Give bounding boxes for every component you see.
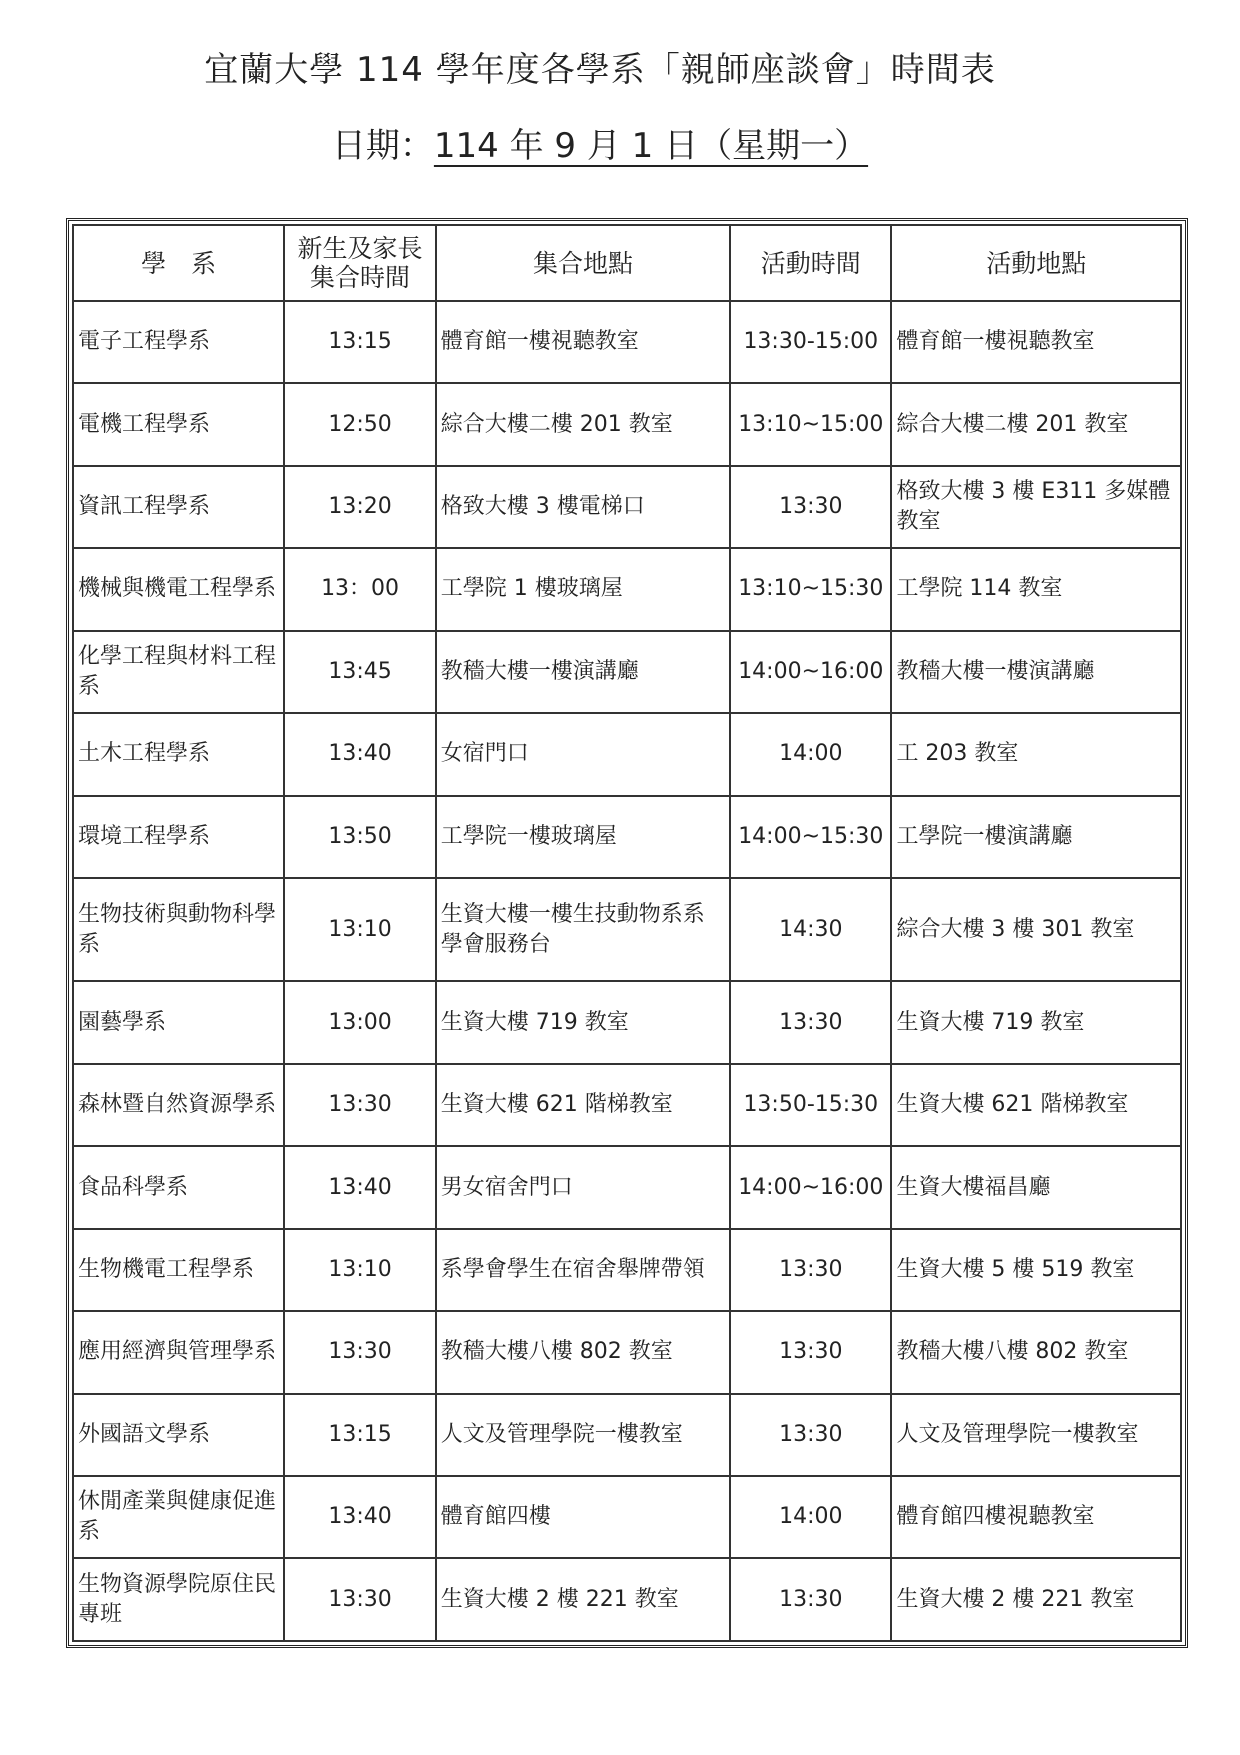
gather-place-cell: 生資大樓 719 教室 (436, 981, 730, 1063)
gather-place-cell: 工學院一樓玻璃屋 (436, 796, 730, 878)
column-header-gather-place: 集合地點 (436, 225, 730, 301)
department-cell: 資訊工程學系 (73, 466, 284, 548)
activity-place-cell: 生資大樓 5 樓 519 教室 (891, 1229, 1181, 1311)
activity-place-cell: 體育館四樓視聽教室 (891, 1476, 1181, 1558)
table-row (73, 631, 1181, 713)
gather-time-cell: 13:15 (284, 301, 435, 383)
column-header-department: 學 系 (73, 225, 284, 301)
table-row (73, 1311, 1181, 1393)
gather-place-cell: 生資大樓 621 階梯教室 (436, 1064, 730, 1146)
gather-time-cell: 13:40 (284, 1476, 435, 1558)
gather-time-cell: 13:40 (284, 713, 435, 795)
gather-place-cell: 格致大樓 3 樓電梯口 (436, 466, 730, 548)
table-row (73, 466, 1181, 548)
gather-place-cell: 教穡大樓八樓 802 教室 (436, 1311, 730, 1393)
activity-place-cell: 教穡大樓八樓 802 教室 (891, 1311, 1181, 1393)
gather-place-cell: 系學會學生在宿舍舉牌帶領 (436, 1229, 730, 1311)
activity-time-cell: 13:30 (730, 1311, 891, 1393)
gather-place-cell: 教穡大樓一樓演講廳 (436, 631, 730, 713)
gather-place-cell: 人文及管理學院一樓教室 (436, 1394, 730, 1476)
gather-time-cell: 12:50 (284, 383, 435, 465)
activity-time-cell: 13:50-15:30 (730, 1064, 891, 1146)
date-line (0, 118, 1200, 167)
gather-time-cell: 13:00 (284, 981, 435, 1063)
activity-place-cell: 綜合大樓二樓 201 教室 (891, 383, 1181, 465)
gather-time-cell: 13:30 (284, 1064, 435, 1146)
gather-place-cell: 工學院 1 樓玻璃屋 (436, 548, 730, 630)
activity-time-cell: 14:30 (730, 878, 891, 982)
activity-place-cell: 綜合大樓 3 樓 301 教室 (891, 878, 1181, 982)
department-cell: 生物機電工程學系 (73, 1229, 284, 1311)
gather-place-cell: 生資大樓一樓生技動物系系學會服務台 (436, 878, 730, 982)
column-header-activity-time: 活動時間 (730, 225, 891, 301)
activity-place-cell: 生資大樓 621 階梯教室 (891, 1064, 1181, 1146)
gather-time-cell: 13:30 (284, 1558, 435, 1641)
activity-time-cell: 14:00 (730, 1476, 891, 1558)
department-cell: 電機工程學系 (73, 383, 284, 465)
table-row (73, 1229, 1181, 1311)
column-header-gather-time: 新生及家長集合時間 (284, 225, 435, 301)
department-cell: 外國語文學系 (73, 1394, 284, 1476)
department-cell: 食品科學系 (73, 1146, 284, 1228)
table-row (73, 713, 1181, 795)
activity-place-cell: 體育館一樓視聽教室 (891, 301, 1181, 383)
gather-time-cell: 13:40 (284, 1146, 435, 1228)
gather-place-cell: 生資大樓 2 樓 221 教室 (436, 1558, 730, 1641)
gather-place-cell: 女宿門口 (436, 713, 730, 795)
department-cell: 森林暨自然資源學系 (73, 1064, 284, 1146)
activity-place-cell: 生資大樓福昌廳 (891, 1146, 1181, 1228)
activity-time-cell: 13:10~15:30 (730, 548, 891, 630)
table-header-row (73, 225, 1181, 301)
table-row (73, 301, 1181, 383)
table-row (73, 1476, 1181, 1558)
gather-place-cell: 體育館四樓 (436, 1476, 730, 1558)
activity-time-cell: 13:30 (730, 466, 891, 548)
activity-place-cell: 工學院一樓演講廳 (891, 796, 1181, 878)
activity-time-cell: 14:00~16:00 (730, 1146, 891, 1228)
schedule-table (72, 224, 1182, 1642)
activity-time-cell: 13:30 (730, 1558, 891, 1641)
table-row (73, 878, 1181, 982)
page-title: 宜蘭大學 114 學年度各學系「親師座談會」時間表 (204, 50, 996, 90)
department-cell: 應用經濟與管理學系 (73, 1311, 284, 1393)
table-row (73, 981, 1181, 1063)
column-header-activity-place: 活動地點 (891, 225, 1181, 301)
activity-place-cell: 格致大樓 3 樓 E311 多媒體教室 (891, 466, 1181, 548)
table-row (73, 383, 1181, 465)
department-cell: 化學工程與材料工程系 (73, 631, 284, 713)
activity-time-cell: 13:30 (730, 1394, 891, 1476)
activity-time-cell: 13:30 (730, 981, 891, 1063)
date-label: 日期： (331, 126, 434, 166)
activity-place-cell: 教穡大樓一樓演講廳 (891, 631, 1181, 713)
table-row (73, 796, 1181, 878)
gather-time-cell: 13:30 (284, 1311, 435, 1393)
gather-time-cell: 13:15 (284, 1394, 435, 1476)
table-row (73, 1394, 1181, 1476)
activity-place-cell: 工學院 114 教室 (891, 548, 1181, 630)
department-cell: 機械與機電工程學系 (73, 548, 284, 630)
department-cell: 土木工程學系 (73, 713, 284, 795)
gather-place-cell: 男女宿舍門口 (436, 1146, 730, 1228)
table-row (73, 548, 1181, 630)
gather-time-cell: 13:50 (284, 796, 435, 878)
activity-time-cell: 14:00~16:00 (730, 631, 891, 713)
gather-time-cell: 13:10 (284, 1229, 435, 1311)
table-row (73, 1558, 1181, 1641)
department-cell: 園藝學系 (73, 981, 284, 1063)
activity-time-cell: 13:30-15:00 (730, 301, 891, 383)
activity-time-cell: 14:00 (730, 713, 891, 795)
gather-time-cell: 13：00 (284, 548, 435, 630)
department-cell: 環境工程學系 (73, 796, 284, 878)
date-value: 114 年 9 月 1 日（星期一） (433, 126, 869, 166)
gather-place-cell: 綜合大樓二樓 201 教室 (436, 383, 730, 465)
department-cell: 生物技術與動物科學系 (73, 878, 284, 982)
activity-place-cell: 人文及管理學院一樓教室 (891, 1394, 1181, 1476)
activity-place-cell: 工 203 教室 (891, 713, 1181, 795)
gather-place-cell: 體育館一樓視聽教室 (436, 301, 730, 383)
schedule-table-frame (66, 218, 1188, 1648)
activity-time-cell: 13:30 (730, 1229, 891, 1311)
gather-time-cell: 13:45 (284, 631, 435, 713)
gather-time-cell: 13:20 (284, 466, 435, 548)
department-cell: 休閒產業與健康促進系 (73, 1476, 284, 1558)
activity-time-cell: 14:00~15:30 (730, 796, 891, 878)
activity-place-cell: 生資大樓 719 教室 (891, 981, 1181, 1063)
gather-time-cell: 13:10 (284, 878, 435, 982)
department-cell: 生物資源學院原住民專班 (73, 1558, 284, 1641)
department-cell: 電子工程學系 (73, 301, 284, 383)
table-row (73, 1064, 1181, 1146)
table-row (73, 1146, 1181, 1228)
activity-time-cell: 13:10~15:00 (730, 383, 891, 465)
activity-place-cell: 生資大樓 2 樓 221 教室 (891, 1558, 1181, 1641)
